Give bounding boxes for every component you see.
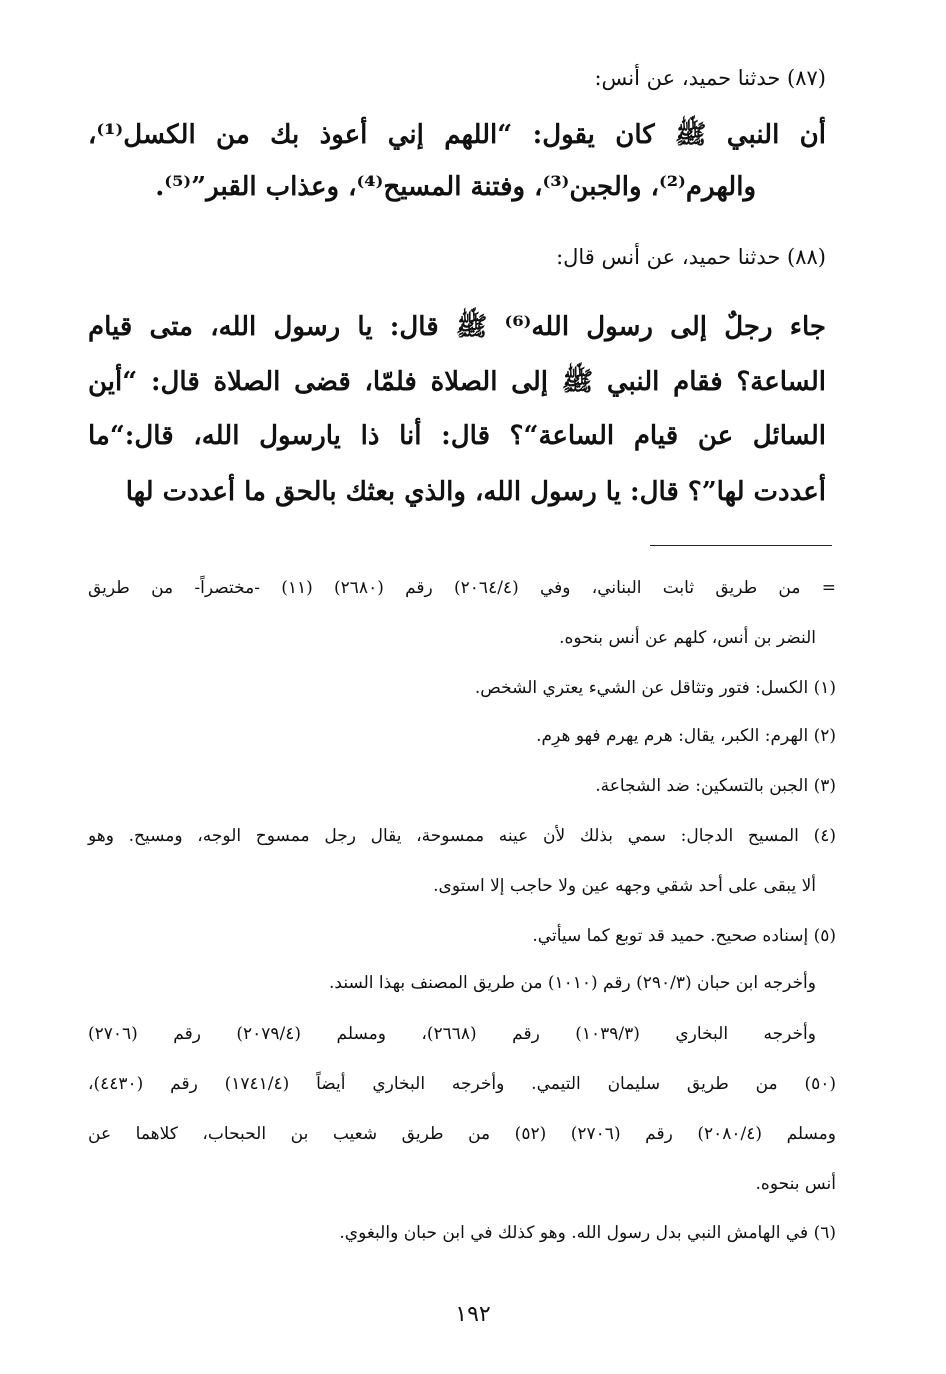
hadith-87-matn-line-1: أن النبي ﷺ كان يقول: “اللهم إني أعوذ بك من الكسل⁽¹⁾، <box>88 120 826 150</box>
footnote-separator <box>650 545 832 546</box>
footnote-5-line-5: ومسلم (٢٠٨٠/٤) رقم (٢٧٠٦) (٥٢) من طريق شعيب بن الحبحاب، كلاهما عن <box>88 1124 836 1144</box>
footnote-6: (٦) في الهامش النبي بدل رسول الله. وهو كذلك في ابن حبان والبغوي. <box>339 1223 836 1243</box>
footnote-5-line-6: أنس بنحوه. <box>755 1174 836 1194</box>
footnote-4-line-1: (٤) المسيح الدجال: سمي بذلك لأن عينه ممسوحة، يقال رجل ممسوح الوجه، ومسيح. وهو <box>88 826 836 846</box>
hadith-88-matn-line-2: الساعة؟ فقام النبي ﷺ إلى الصلاة فلمّا، قضى الصلاة قال: “أين <box>88 367 826 397</box>
hadith-87-matn-line-2: والهرم⁽²⁾، والجبن⁽³⁾، وفتنة المسيح⁽⁴⁾، وعذاب القبر”⁽⁵⁾. <box>155 172 756 202</box>
hadith-88-matn-line-3: السائل عن قيام الساعة“؟ قال: أنا ذا يارسول الله، قال:“ما <box>88 421 826 451</box>
footnote-1: (١) الكسل: فتور وتثاقل عن الشيء يعتري الشخص. <box>474 678 836 698</box>
footnote-5-line-2: وأخرجه ابن حبان (٢٩٠/٣) رقم (١٠١٠) من طريق المصنف بهذا السند. <box>329 973 816 993</box>
footnote-2: (٢) الهرم: الكبر، يقال: هرم يهرم فهو هرِم. <box>536 726 836 746</box>
hadith-88-isnad: (٨٨) حدثنا حميد، عن أنس قال: <box>556 245 826 269</box>
page-number: ١٩٢ <box>455 1302 491 1327</box>
footnote-4-line-2: ألا يبقى على أحد شقي وجهه عين ولا حاجب إلا استوى. <box>433 876 816 896</box>
footnote-3: (٣) الجبن بالتسكين: ضد الشجاعة. <box>595 776 836 796</box>
hadith-88-matn-line-1: جاء رجلٌ إلى رسول الله⁽⁶⁾ ﷺ قال: يا رسول الله، متى قيام <box>88 312 826 342</box>
footnote-continuation-line-2: النضر بن أنس، كلهم عن أنس بنحوه. <box>559 628 816 648</box>
hadith-88-matn-line-4: أعددت لها”؟ قال: يا رسول الله، والذي بعثك بالحق ما أعددت لها <box>125 477 826 507</box>
footnote-5-line-3: وأخرجه البخاري (١٠٣٩/٣) رقم (٢٦٦٨)، ومسلم (٢٠٧٩/٤) رقم (٢٧٠٦) <box>88 1024 816 1044</box>
footnote-5-line-1: (٥) إسناده صحيح. حميد قد توبع كما سيأتي. <box>532 926 836 946</box>
hadith-87-isnad: (٨٧) حدثنا حميد، عن أنس: <box>594 66 826 90</box>
footnote-continuation-line-1: = من طريق ثابت البناني، وفي (٢٠٦٤/٤) رقم (٢٦٨٠) (١١) -مختصراً- من طريق <box>88 578 836 598</box>
footnote-5-line-4: (٥٠) من طريق سليمان التيمي. وأخرجه البخاري أيضاً (١٧٤١/٤) رقم (٤٤٣٠)، <box>88 1074 836 1094</box>
